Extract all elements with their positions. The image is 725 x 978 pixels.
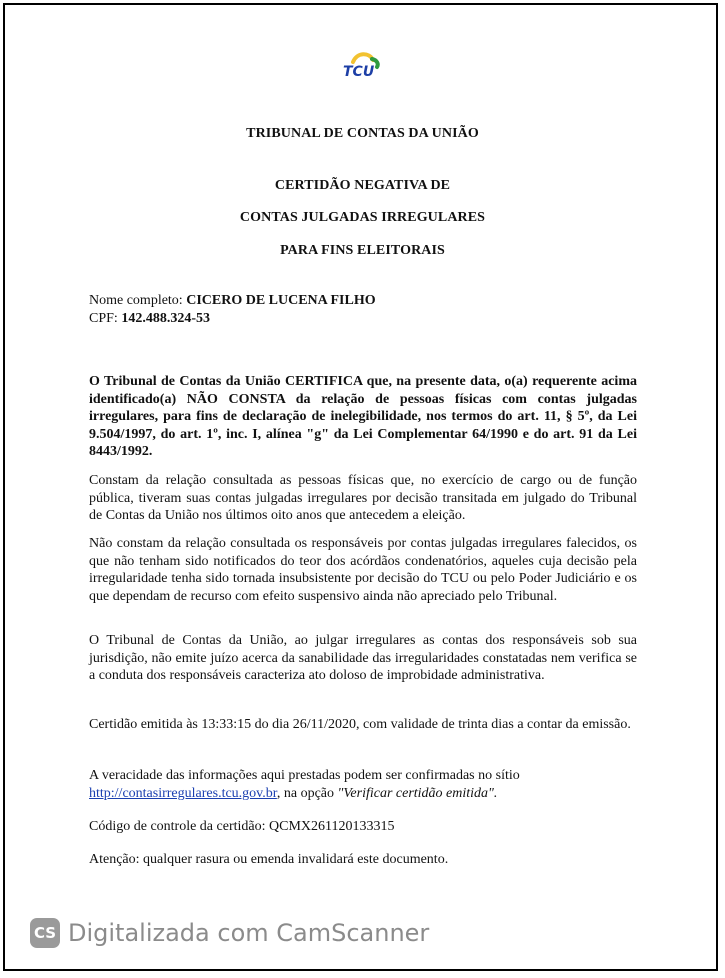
full-name-label: Nome completo: <box>89 293 183 308</box>
cpf-row <box>89 311 210 327</box>
veracity-text: A veracidade das informações aqui prestadas podem ser confirmadas no sítio <box>89 768 520 783</box>
certificate-title-line3: PARA FINS ELEITORAIS <box>280 243 445 258</box>
camscanner-text: Digitalizada com CamScanner <box>68 919 430 947</box>
camscanner-watermark <box>30 916 429 950</box>
option-prefix: , na opção <box>276 786 338 801</box>
constam-paragraph: Constam da relação consultada as pessoas físicas que, no exercício de cargo ou de função pública, tiveram suas contas julgadas irregulares por decisão transitada em julgado do Tribunal de Contas da União nos últimos oito anos que antecedem a eleição. <box>89 473 637 524</box>
camscanner-badge-icon: CS <box>30 918 60 948</box>
control-code: Código de controle da certidão: QCMX261120133315 <box>89 819 395 834</box>
tcu-logo-text: TCU <box>343 64 375 80</box>
certificate-title-line1: CERTIDÃO NEGATIVA DE <box>274 178 451 193</box>
warning-text: Atenção: qualquer rasura ou emenda invalidará este documento. <box>89 852 449 867</box>
juizo-paragraph: O Tribunal de Contas da União, ao julgar irregulares as contas dos responsáveis sob sua jurisdição, não emite juízo acerca da sanabilidade das irregularidades constatadas nem verifica se a conduta dos responsáveis caracteriza ato doloso de improbidade administrativa. <box>89 633 637 684</box>
full-name-row <box>89 293 376 309</box>
cpf-label: CPF: <box>89 311 118 326</box>
institution-name: TRIBUNAL DE CONTAS DA UNIÃO <box>246 126 479 141</box>
certificate-title-line2: CONTAS JULGADAS IRREGULARES <box>239 210 486 225</box>
certification-paragraph: O Tribunal de Contas da União CERTIFICA que, na presente data, o(a) requerente acima identificado(a) NÃO CONSTA da relação de pessoas físicas com contas julgadas irregulares, para fins de declaração de inelegibilidade, nos termos do art. 11, § 5º, da Lei 9.504/1997, do art. 1º, inc. I, alínea "g" da Lei Complementar 64/1990 e do art. 91 da Lei 8443/1992. <box>89 374 637 460</box>
tcu-logo <box>339 50 385 86</box>
emission-info: Certidão emitida às 13:33:15 do dia 26/11/2020, com validade de trinta dias a contar da emissão. <box>89 717 631 732</box>
nao-constam-paragraph: Não constam da relação consultada os responsáveis por contas julgadas irregulares falecidos, os que não tenham sido notificados do teor dos acórdãos condenatórios, aqueles cuja decisão pela irregularidade tenha sido tornada insubsistente por decisão do TCU ou pelo Poder Judiciário e os que dependam de recurso com efeito suspensivo ainda não apreciado pelo Tribunal. <box>89 536 637 604</box>
verification-line <box>89 785 649 803</box>
full-name-value: CICERO DE LUCENA FILHO <box>186 293 376 308</box>
verification-link[interactable]: http://contasirregulares.tcu.gov.br <box>89 786 277 801</box>
option-text: "Verificar certidão emitida". <box>337 786 498 801</box>
cpf-value: 142.488.324-53 <box>121 311 210 326</box>
